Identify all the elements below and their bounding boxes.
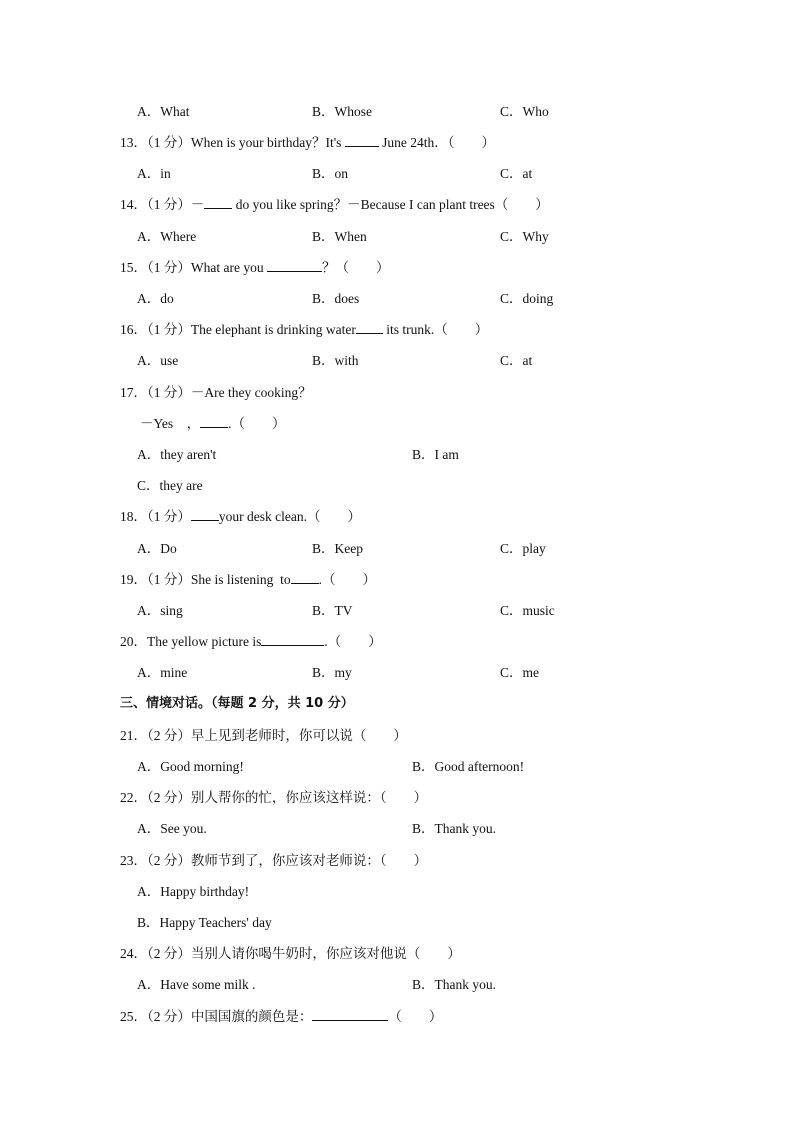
section-3-heading: 三、情境对话。（每题 2 分，共 10 分） bbox=[120, 696, 354, 711]
q25-stem bbox=[120, 1008, 442, 1026]
q13-stem-text: 13．（1 分）When is your birthday？It's bbox=[120, 135, 345, 150]
q15-stem-text: 15．（1 分）What are you bbox=[120, 260, 267, 275]
q16-stem-text: 16．（1 分）The elephant is drinking water bbox=[120, 322, 356, 337]
q16-option-b: B．with bbox=[312, 353, 359, 368]
q17-option-c: C．they are bbox=[137, 478, 203, 493]
q17-stem: 17．（1 分）－Are they cooking？ bbox=[120, 385, 312, 400]
q14-stem bbox=[120, 196, 549, 214]
q24-stem: 24．（2 分）当别人请你喝牛奶时，你应该对他说（ ） bbox=[120, 946, 461, 961]
q14-blank bbox=[204, 196, 232, 209]
q16-option-a: A．use bbox=[137, 353, 179, 368]
q20-stem-tail: .（ ） bbox=[324, 634, 382, 649]
q20-stem bbox=[120, 633, 382, 651]
q18-option-c: C．play bbox=[500, 541, 546, 556]
q13-option-a: A．in bbox=[137, 166, 171, 181]
q18-stem-tail: your desk clean.（ ） bbox=[218, 509, 361, 524]
q25-blank bbox=[312, 1008, 388, 1021]
q25-stem-tail: （ ） bbox=[388, 1009, 443, 1024]
q12-option-b: B．Whose bbox=[312, 104, 372, 119]
q18-option-a: A．Do bbox=[137, 541, 177, 556]
q15-stem-tail: ？（ ） bbox=[321, 260, 390, 275]
q16-option-c: C．at bbox=[500, 353, 533, 368]
q19-option-c: C．music bbox=[500, 603, 555, 618]
q18-stem-text: 18．（1 分） bbox=[120, 509, 191, 524]
q19-option-a: A．sing bbox=[137, 603, 183, 618]
q16-stem bbox=[120, 321, 488, 339]
q21-stem: 21．（2 分）早上见到老师时，你可以说（ ） bbox=[120, 728, 407, 743]
q13-option-c: C．at bbox=[500, 166, 533, 181]
q15-stem bbox=[120, 259, 389, 277]
q19-stem-tail: .（ ） bbox=[318, 572, 377, 587]
q23-stem: 23．（2 分）教师节到了，你应该对老师说：（ ） bbox=[120, 853, 428, 868]
q18-stem bbox=[120, 508, 361, 526]
q20-option-a: A．mine bbox=[137, 665, 188, 680]
q19-option-b: B．TV bbox=[312, 603, 353, 618]
q24-option-a: A．Have some milk . bbox=[137, 977, 256, 992]
q17-answer-text: －Yes ， bbox=[140, 416, 201, 431]
q14-option-c: C．Why bbox=[500, 229, 549, 244]
q16-blank bbox=[356, 321, 383, 334]
q13-stem-tail: June 24th．（ ） bbox=[378, 135, 496, 150]
q17-answer-line bbox=[140, 415, 286, 433]
q14-option-a: A．Where bbox=[137, 229, 197, 244]
q15-option-b: B．does bbox=[312, 291, 360, 306]
q25-stem-text: 25．（2 分）中国国旗的颜色是： bbox=[120, 1009, 313, 1024]
q23-option-b: B．Happy Teachers' day bbox=[137, 915, 272, 930]
q20-stem-text: 20．The yellow picture is bbox=[120, 634, 262, 649]
q20-option-c: C．me bbox=[500, 665, 539, 680]
q14-stem-text: 14．（1 分）－ bbox=[120, 197, 205, 212]
q19-stem-text: 19．（1 分）She is listening to bbox=[120, 572, 291, 587]
q15-blank bbox=[267, 259, 322, 272]
q21-option-a: A．Good morning! bbox=[137, 759, 244, 774]
q13-blank bbox=[345, 134, 379, 147]
q17-option-b: B．I am bbox=[412, 447, 459, 462]
q22-stem: 22．（2 分）别人帮你的忙，你应该这样说：（ ） bbox=[120, 790, 428, 805]
q17-option-a: A．they aren't bbox=[137, 447, 217, 462]
q12-option-a: A．What bbox=[137, 104, 190, 119]
q24-option-b: B．Thank you. bbox=[412, 977, 496, 992]
q22-option-b: B．Thank you. bbox=[412, 821, 496, 836]
q18-blank bbox=[191, 508, 219, 521]
q22-option-a: A．See you. bbox=[137, 821, 207, 836]
q20-option-b: B．my bbox=[312, 665, 352, 680]
q15-option-a: A．do bbox=[137, 291, 174, 306]
q12-option-c: C．Who bbox=[500, 104, 549, 119]
q15-option-c: C．doing bbox=[500, 291, 554, 306]
q19-blank bbox=[291, 571, 319, 584]
q23-option-a: A．Happy birthday! bbox=[137, 884, 250, 899]
q17-answer-tail: .（ ） bbox=[228, 416, 286, 431]
q19-stem bbox=[120, 571, 376, 589]
q17-blank bbox=[200, 415, 228, 428]
q20-blank bbox=[261, 633, 324, 646]
q13-option-b: B．on bbox=[312, 166, 349, 181]
q14-option-b: B．When bbox=[312, 229, 367, 244]
q14-stem-tail: do you like spring？－Because I can plant trees（ ） bbox=[232, 197, 549, 212]
q13-stem bbox=[120, 134, 495, 152]
q16-stem-tail: its trunk.（ ） bbox=[382, 322, 489, 337]
q18-option-b: B．Keep bbox=[312, 541, 363, 556]
q21-option-b: B．Good afternoon! bbox=[412, 759, 525, 774]
